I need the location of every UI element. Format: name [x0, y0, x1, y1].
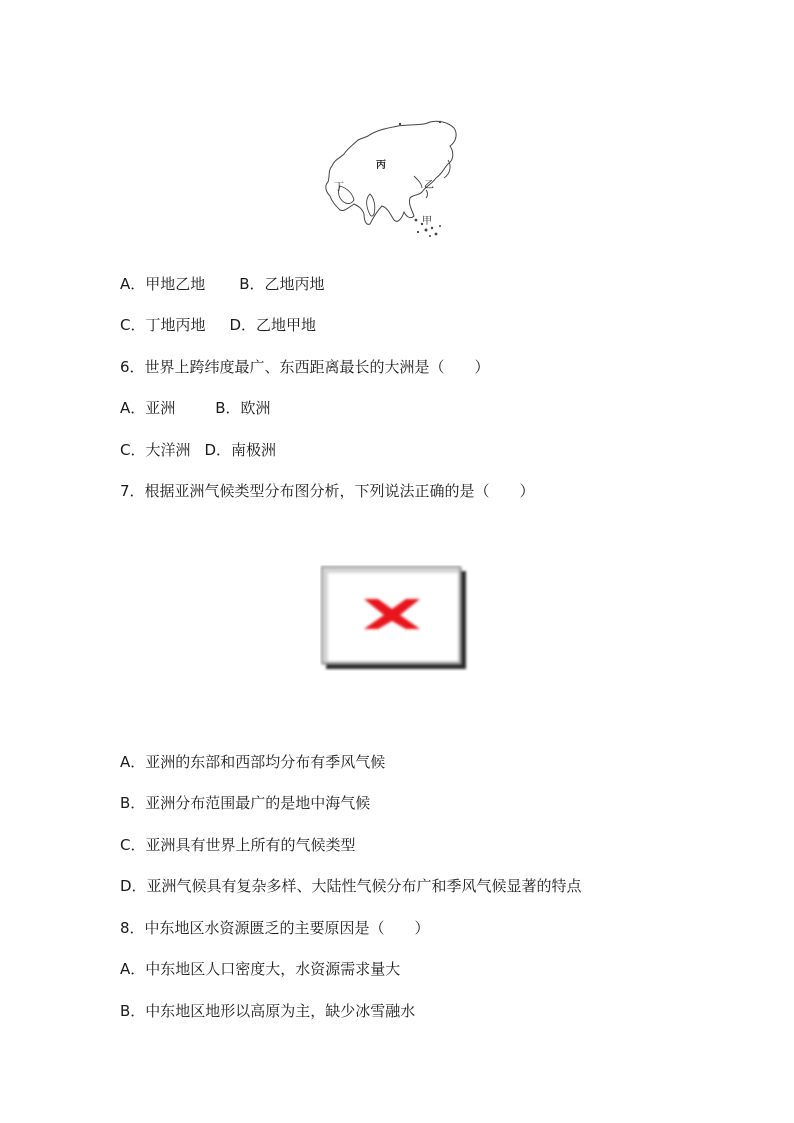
q5-option-c: C．丁地丙地 — [120, 316, 206, 334]
q5-options-row2 — [120, 315, 316, 335]
q5-option-d: D．乙地甲地 — [229, 316, 317, 334]
q6-option-a: A．亚洲 — [120, 399, 176, 417]
india-outline — [367, 194, 375, 216]
q7-option-a: A．亚洲的东部和西部均分布有季风气候 — [120, 753, 386, 771]
map-label-jia: 甲 — [422, 216, 432, 227]
taiwan-outline — [426, 190, 428, 198]
asia-map-figure — [318, 116, 464, 248]
q7-option-c: C．亚洲具有世界上所有的气候类型 — [120, 836, 356, 854]
q6-options-row2 — [120, 440, 276, 460]
asia-outline — [326, 121, 456, 224]
map-label-yi: 乙 — [424, 180, 434, 191]
q5-options-row1 — [120, 274, 325, 294]
q6-option-d: D．南极洲 — [204, 441, 277, 459]
broken-image-placeholder — [320, 565, 470, 671]
q8-stem: 8．中东地区水资源匮乏的主要原因是（ ） — [120, 919, 430, 937]
q7-stem: 7．根据亚洲气候类型分布图分析，下列说法正确的是（ ） — [120, 482, 535, 500]
q6-stem: 6．世界上跨纬度最广、东西距离最长的大洲是（ ） — [120, 358, 490, 376]
q8-option-a: A．中东地区人口密度大，水资源需求量大 — [120, 960, 401, 978]
q6-options-row1 — [120, 398, 271, 418]
q5-option-a: A．甲地乙地 — [120, 275, 206, 293]
q7-option-b: B．亚洲分布范围最广的是地中海气候 — [120, 794, 371, 812]
q8-option-b: B．中东地区地形以高原为主，缺少冰雪融水 — [120, 1002, 416, 1020]
q6-option-c: C．大洋洲 — [120, 441, 191, 459]
map-label-ding: 丁 — [334, 182, 344, 193]
q6-option-b: B．欧洲 — [215, 399, 271, 417]
map-label-bing: 丙 — [376, 160, 386, 171]
japan-outline — [444, 160, 450, 178]
location-arrow — [414, 176, 422, 188]
q5-option-b: B．乙地丙地 — [239, 275, 325, 293]
q7-option-d: D．亚洲气候具有复杂多样、大陆性气候分布广和季风气候显著的特点 — [120, 877, 582, 895]
